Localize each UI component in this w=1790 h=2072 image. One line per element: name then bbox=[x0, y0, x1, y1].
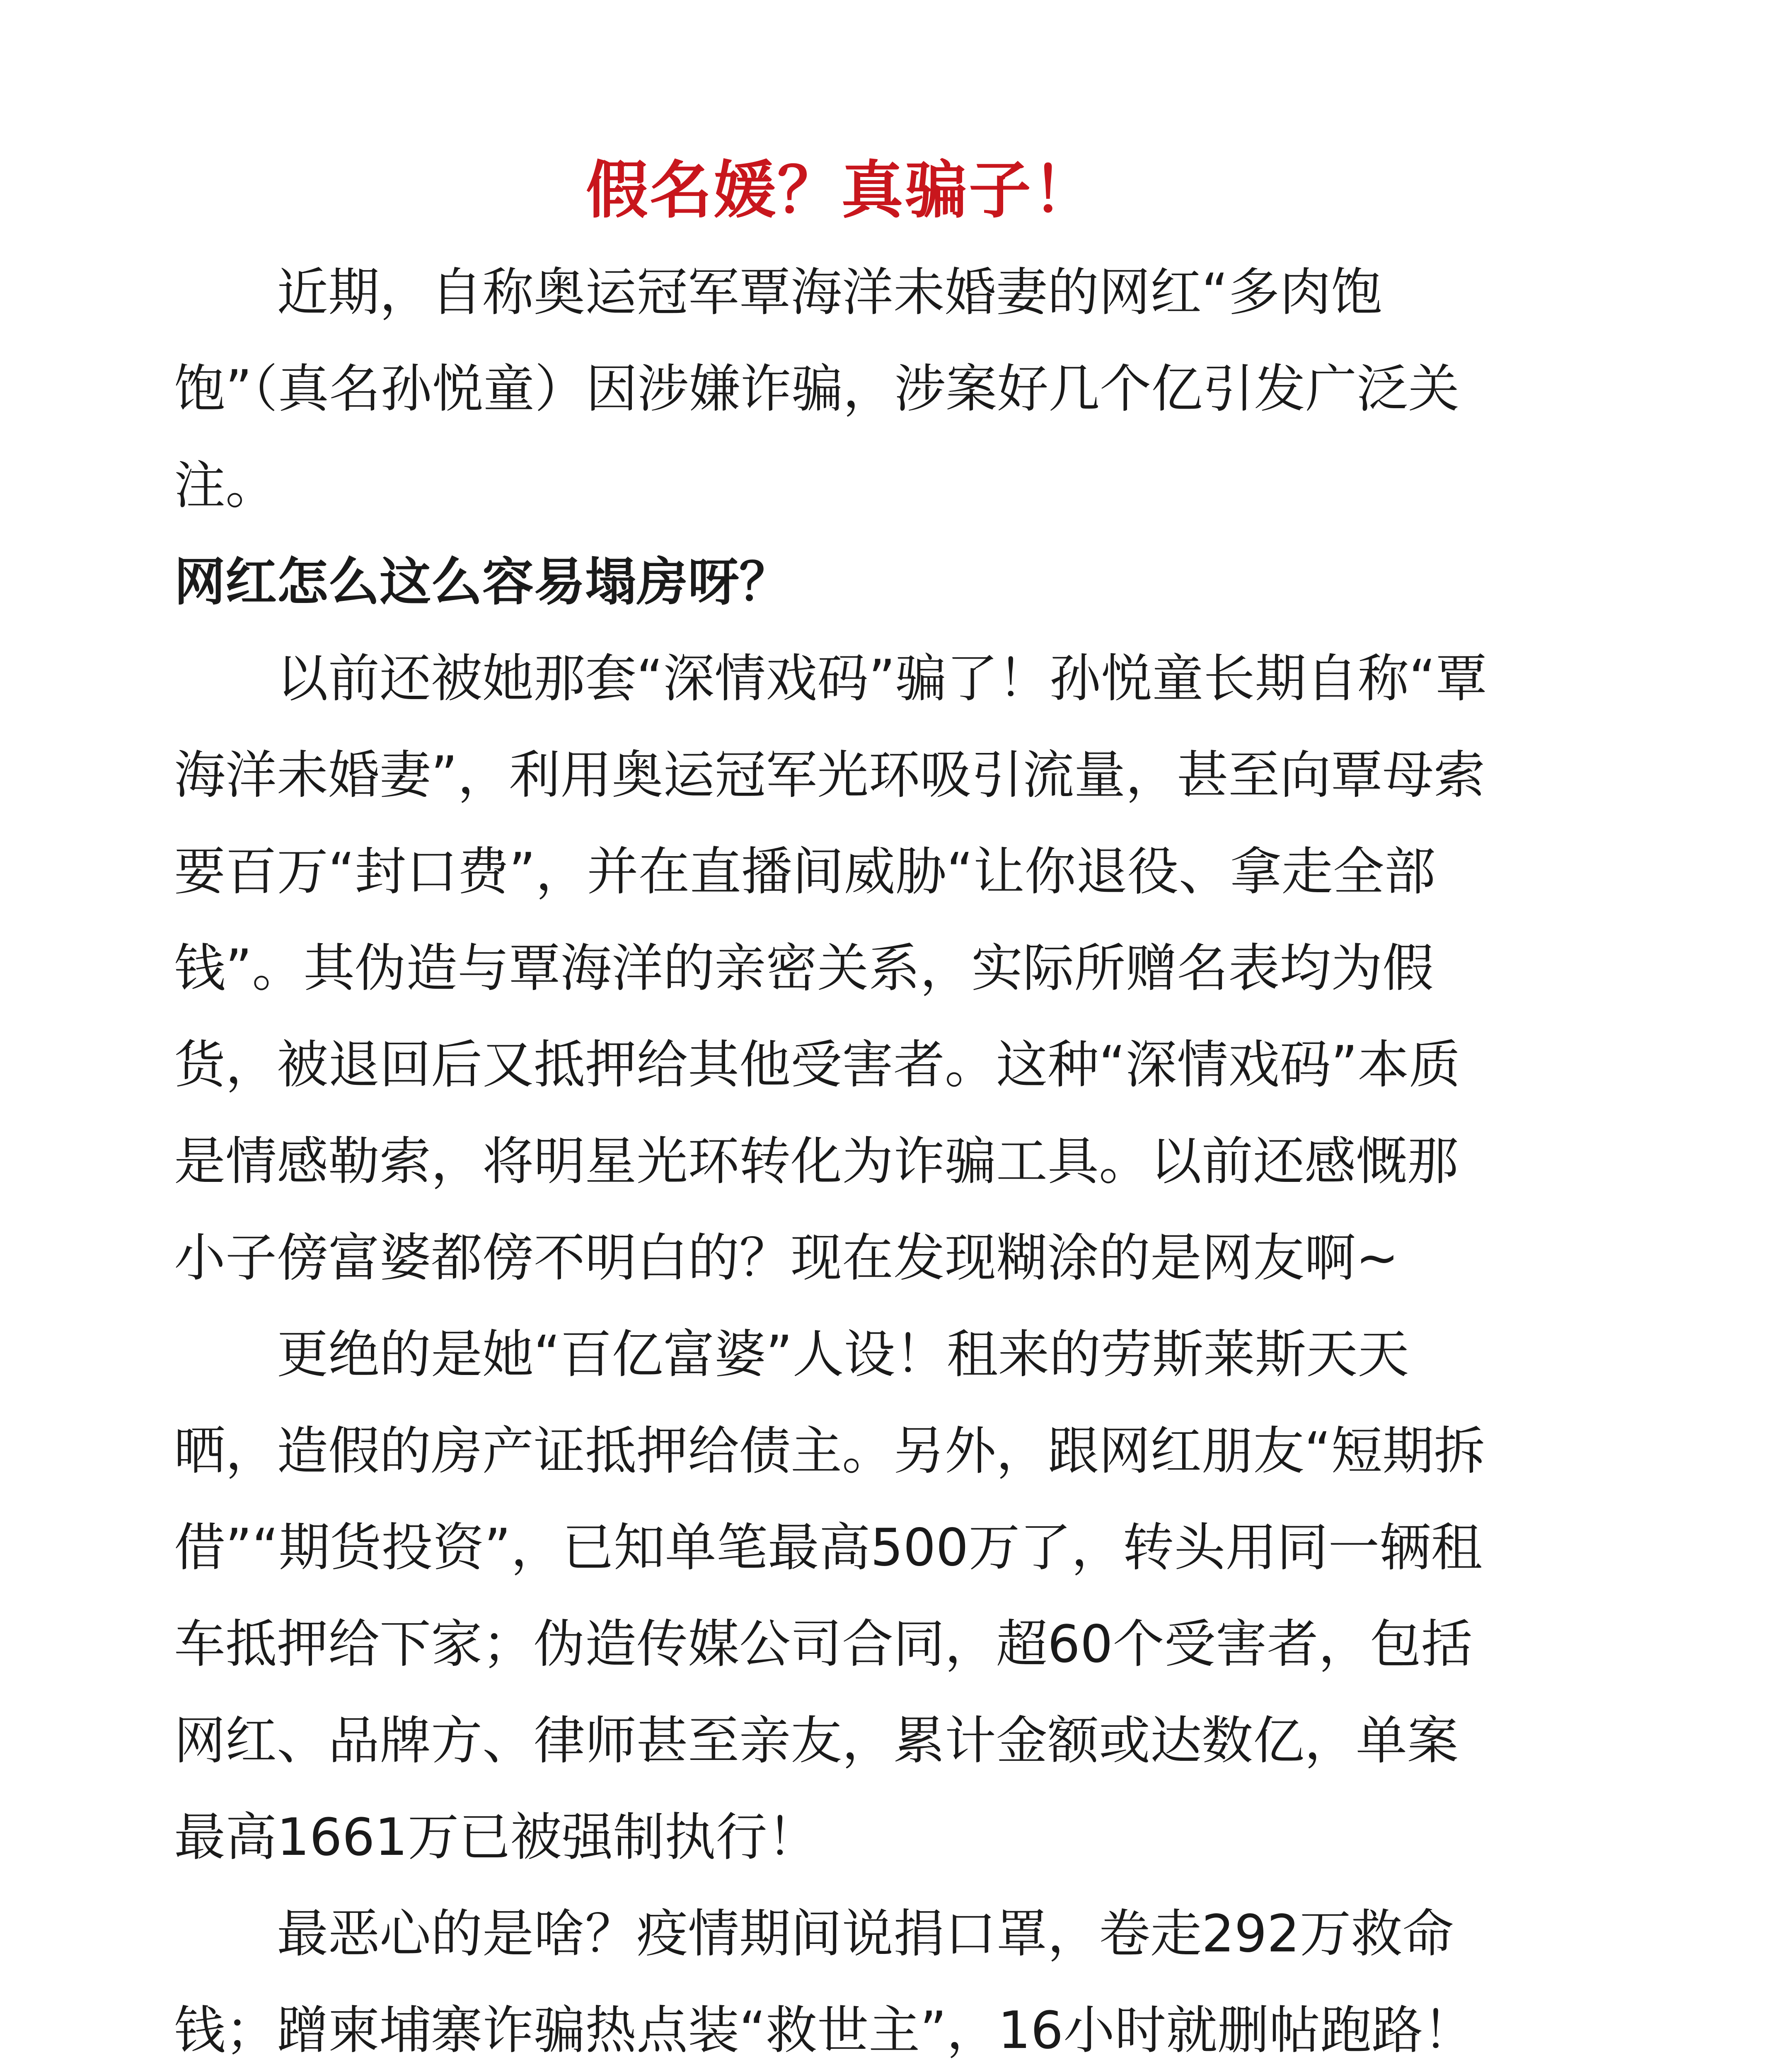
article-title: 假名媛？真骗子！ bbox=[585, 155, 1096, 227]
paragraph-worst-acts: 最恶心的是啥？疫情期间说捐口罩，卷走292万救命钱；蹭柬埔寨诈骗热点装“救世主”，16小时就删帖跑路！ bbox=[174, 1904, 1475, 2060]
paragraph-rich-persona: 更绝的是她“百亿富婆”人设！租来的劳斯莱斯天天晒，造假的房产证抵押给债主。另外，跟网红朋友“短期拆借”“期货投资”，已知单笔最高500万了，转头用同一辆租车抵押给下家；伪造传媒公司合同，超60个受害者，包括网红、品牌方、律师甚至亲友，累计金额或达数亿，单案最高1661万已被强制执行！ bbox=[174, 1325, 1485, 1867]
sub-heading: 网红怎么这么容易塌房呀？ bbox=[174, 552, 791, 612]
intro-paragraph: 近期，自称奥运冠军覃海洋未婚妻的网红“多肉饱饱”（真名孙悦童）因涉嫌诈骗，涉案好几个亿引发广泛关注。 bbox=[174, 263, 1460, 516]
paragraph-deep-affection-act: 以前还被她那套“深情戏码”骗了！孙悦童长期自称“覃海洋未婚妻”，利用奥运冠军光环吸引流量，甚至向覃母索要百万“封口费”，并在直播间威胁“让你退役、拿走全部钱”。其伪造与覃海洋的亲密关系，实际所赠名表均为假货，被退回后又抵押给其他受害者。这种“深情戏码”本质是情感勒索，将明星光环转化为诈骗工具。以前还感慨那小子傍富婆都傍不明白的？现在发现糊涂的是网友啊~ bbox=[174, 649, 1487, 1288]
